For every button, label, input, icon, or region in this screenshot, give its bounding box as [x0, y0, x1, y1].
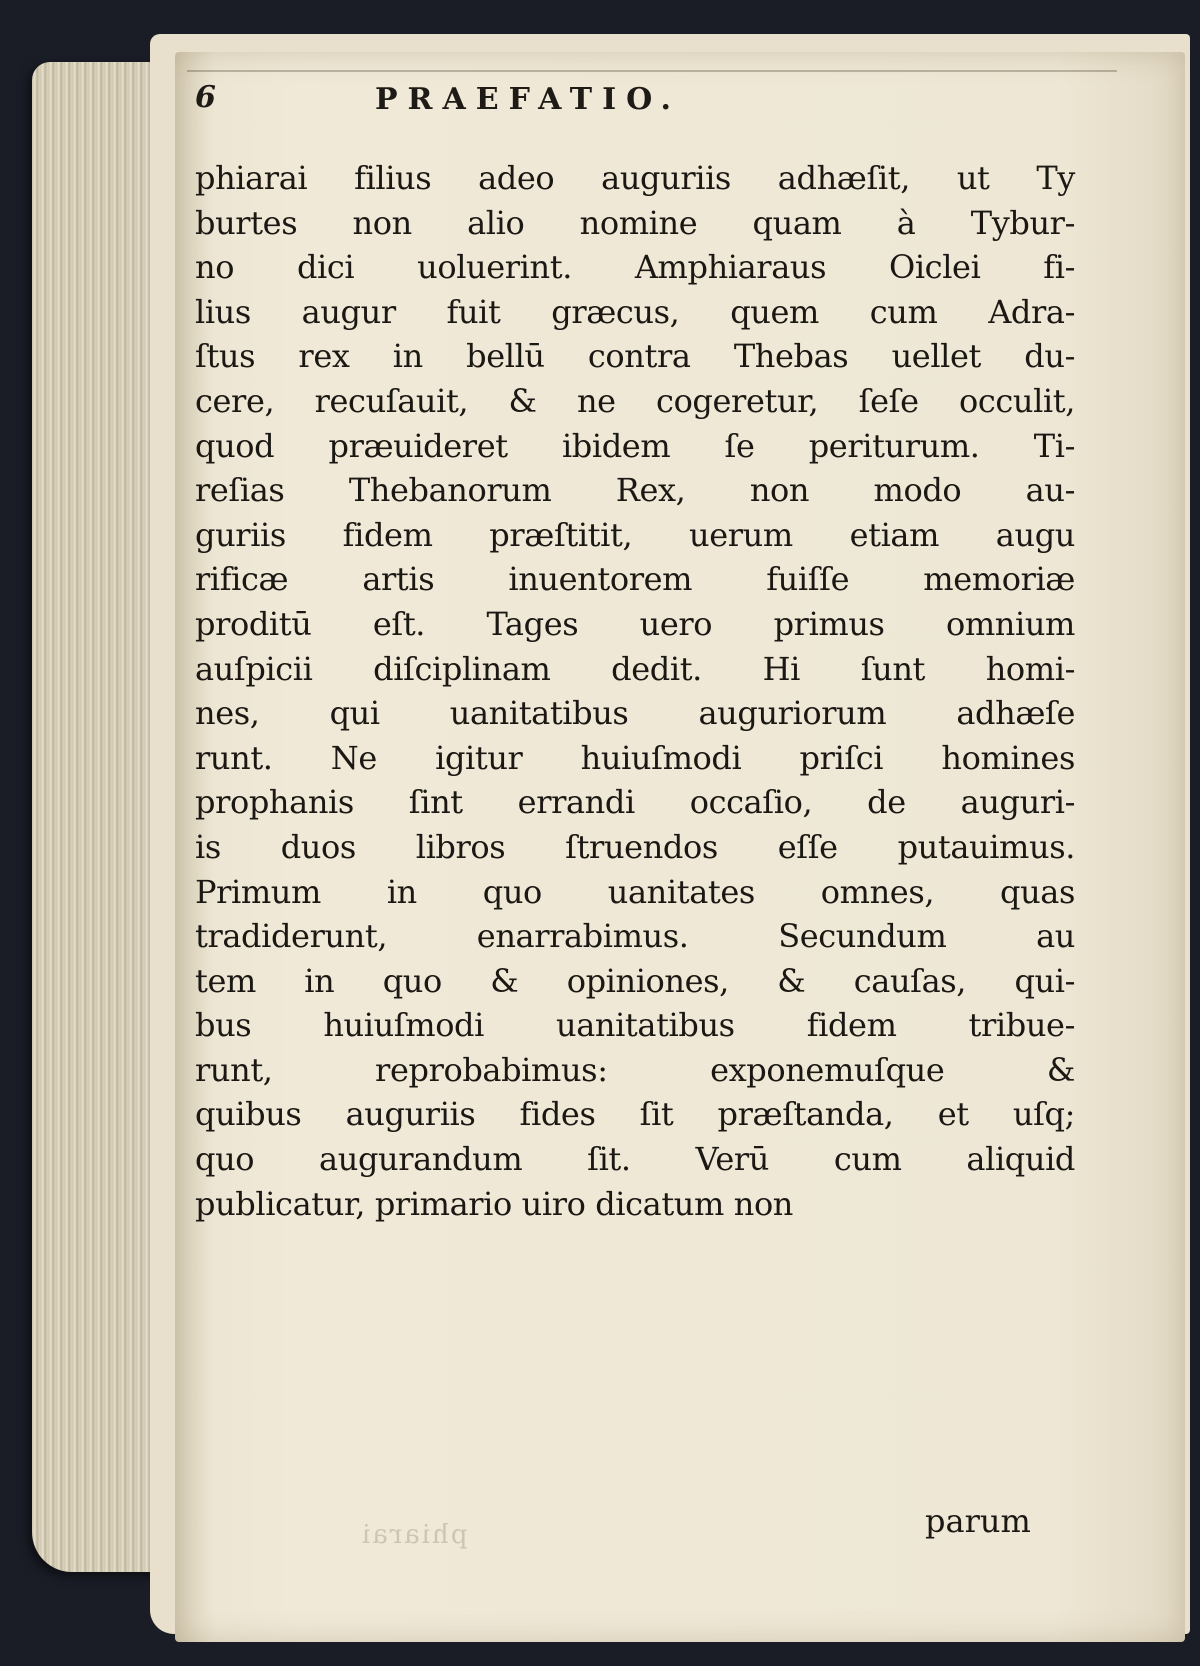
text-line: bus huiuſmodi uanitatibus fidem tribue- — [195, 1006, 1075, 1045]
page-number: 6 — [195, 80, 216, 115]
text-line: cere, recuſauit, & ne cogeretur, ſeſe occulit, — [195, 381, 1075, 420]
text-line: tem in quo & opiniones, & cauſas, qui- — [195, 961, 1075, 1000]
running-title: PRAEFATIO. — [375, 82, 681, 117]
bleed-through-text: phiarai — [360, 1520, 468, 1550]
text-line: no dici uoluerint. Amphiaraus Oiclei fi- — [195, 248, 1075, 287]
text-line: burtes non alio nomine quam à Tybur- — [195, 203, 1075, 242]
body-text — [195, 156, 1075, 1226]
text-line: runt. Ne igitur huiuſmodi priſci homines — [195, 738, 1075, 777]
text-line: quo augurandum ſit. Verū cum aliquid — [195, 1140, 1075, 1179]
text-line: proditū eſt. Tages uero primus omnium — [195, 604, 1075, 643]
text-line: quibus auguriis fides ſit præſtanda, et uſq; — [195, 1095, 1075, 1134]
text-line: tradiderunt, enarrabimus. Secundum au — [195, 917, 1075, 956]
text-line: lius augur fuit græcus, quem cum Adra- — [195, 292, 1075, 331]
text-line: reſias Thebanorum Rex, non modo au- — [195, 471, 1075, 510]
text-line: guriis fidem præſtitit, uerum etiam augu — [195, 515, 1075, 554]
text-line: ſtus rex in bellū contra Thebas uellet du- — [195, 337, 1075, 376]
text-line: auſpicii diſciplinam dedit. Hi ſunt homi- — [195, 649, 1075, 688]
text-line: nes, qui uanitatibus auguriorum adhæſe — [195, 694, 1075, 733]
text-line: publicatur, primario uiro dicatum non — [195, 1184, 794, 1223]
text-line: phiarai filius adeo auguriis adhæſit, ut Ty — [195, 159, 1075, 197]
text-line: rificæ artis inuentorem fuiſſe memoriæ — [195, 560, 1075, 599]
text-line: runt, reprobabimus: exponemuſque & — [195, 1050, 1075, 1089]
text-line: quod præuideret ibidem ſe periturum. Ti- — [195, 426, 1075, 465]
text-line: Primum in quo uanitates omnes, quas — [195, 872, 1075, 911]
catchword: parum — [925, 1502, 1031, 1540]
text-line: is duos libros ſtruendos eſſe putauimus. — [195, 827, 1075, 866]
page-header — [195, 80, 915, 140]
text-line: prophanis ſint errandi occaſio, de auguri- — [195, 783, 1075, 822]
